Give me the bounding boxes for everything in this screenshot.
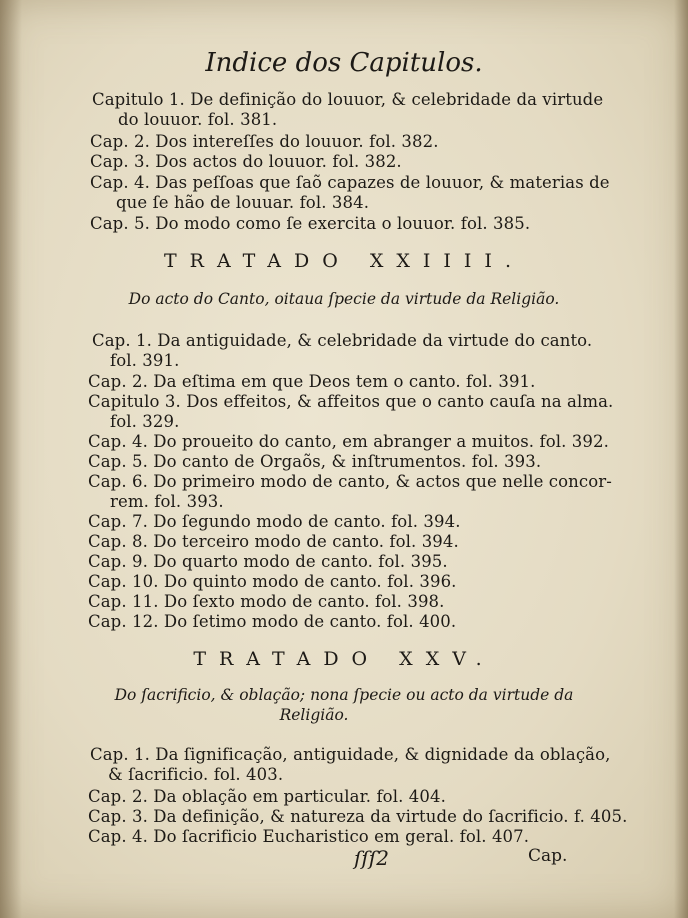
chapter-line: Cap. 11. Do ſexto modo de canto. fol. 398. <box>88 592 445 611</box>
treatise-title-xxv: TRATADO XXV. <box>193 648 495 670</box>
chapter-line: Cap. 8. Do terceiro modo de canto. fol. 394. <box>88 532 459 551</box>
treatise-subtitle-xxv-line1: Do ſacrificio, & oblação; nona ſpecie ou acto da virtude da <box>114 686 574 704</box>
treatise-subtitle-xxv-line2: Religião. <box>279 706 349 724</box>
signature-mark: ſſſ2 <box>354 846 389 870</box>
chapter-line: Cap. 5. Do modo como ſe exercita o louuor. fol. 385. <box>90 214 531 233</box>
chapter-line: rem. fol. 393. <box>110 492 224 511</box>
chapter-line: & ſacrificio. fol. 403. <box>108 765 284 784</box>
chapter-line: Cap. 6. Do primeiro modo de canto, & actos que nelle concor- <box>88 472 612 491</box>
chapter-line: do louuor. fol. 381. <box>118 110 278 129</box>
chapter-line: Cap. 12. Do ſetimo modo de canto. fol. 400. <box>88 612 457 631</box>
chapter-line: Cap. 1. Da ſignificação, antiguidade, & dignidade da oblação, <box>90 745 611 764</box>
treatise-subtitle-xxiiii: Do acto do Canto, oitaua ſpecie da virtude da Religião. <box>128 290 560 308</box>
chapter-line: Cap. 10. Do quinto modo de canto. fol. 396. <box>88 572 457 591</box>
page-header-title: Indice dos Capitulos. <box>205 48 483 78</box>
chapter-line: Cap. 1. Da antiguidade, & celebridade da virtude do canto. <box>92 331 593 350</box>
chapter-line: fol. 391. <box>110 351 180 370</box>
chapter-line: Cap. 2. Da eſtima em que Deos tem o canto. fol. 391. <box>88 372 536 391</box>
treatise-title-xxiiii: TRATADO XXIIII. <box>164 250 524 272</box>
chapter-line: Cap. 9. Do quarto modo de canto. fol. 395. <box>88 552 448 571</box>
chapter-line: Cap. 5. Do canto de Orgaõs, & inſtrumentos. fol. 393. <box>88 452 542 471</box>
chapter-line: Cap. 3. Dos actos do louuor. fol. 382. <box>90 152 402 171</box>
chapter-line: Cap. 7. Do ſegundo modo de canto. fol. 394. <box>88 512 461 531</box>
chapter-line: Capitulo 3. Dos effeitos, & affeitos que o canto cauſa na alma. <box>88 392 614 411</box>
chapter-line: Cap. 2. Dos intereſſes do louuor. fol. 382. <box>90 132 439 151</box>
chapter-line: Cap. 2. Da oblação em particular. fol. 404. <box>88 787 446 806</box>
chapter-line: fol. 329. <box>110 412 180 431</box>
chapter-line: Cap. 4. Do ſacrificio Eucharistico em geral. fol. 407. <box>88 827 530 846</box>
chapter-line: Capitulo 1. De definição do louuor, & celebridade da virtude <box>92 90 604 109</box>
chapter-line: que ſe hão de louuar. fol. 384. <box>116 193 370 212</box>
catchword: Cap. <box>528 846 568 866</box>
chapter-line: Cap. 4. Das peſſoas que ſaõ capazes de louuor, & materias de <box>90 173 610 192</box>
chapter-line: Cap. 4. Do proueito do canto, em abranger a muitos. fol. 392. <box>88 432 609 451</box>
chapter-line: Cap. 3. Da definição, & natureza da virtude do ſacrificio. f. 405. <box>88 807 628 826</box>
